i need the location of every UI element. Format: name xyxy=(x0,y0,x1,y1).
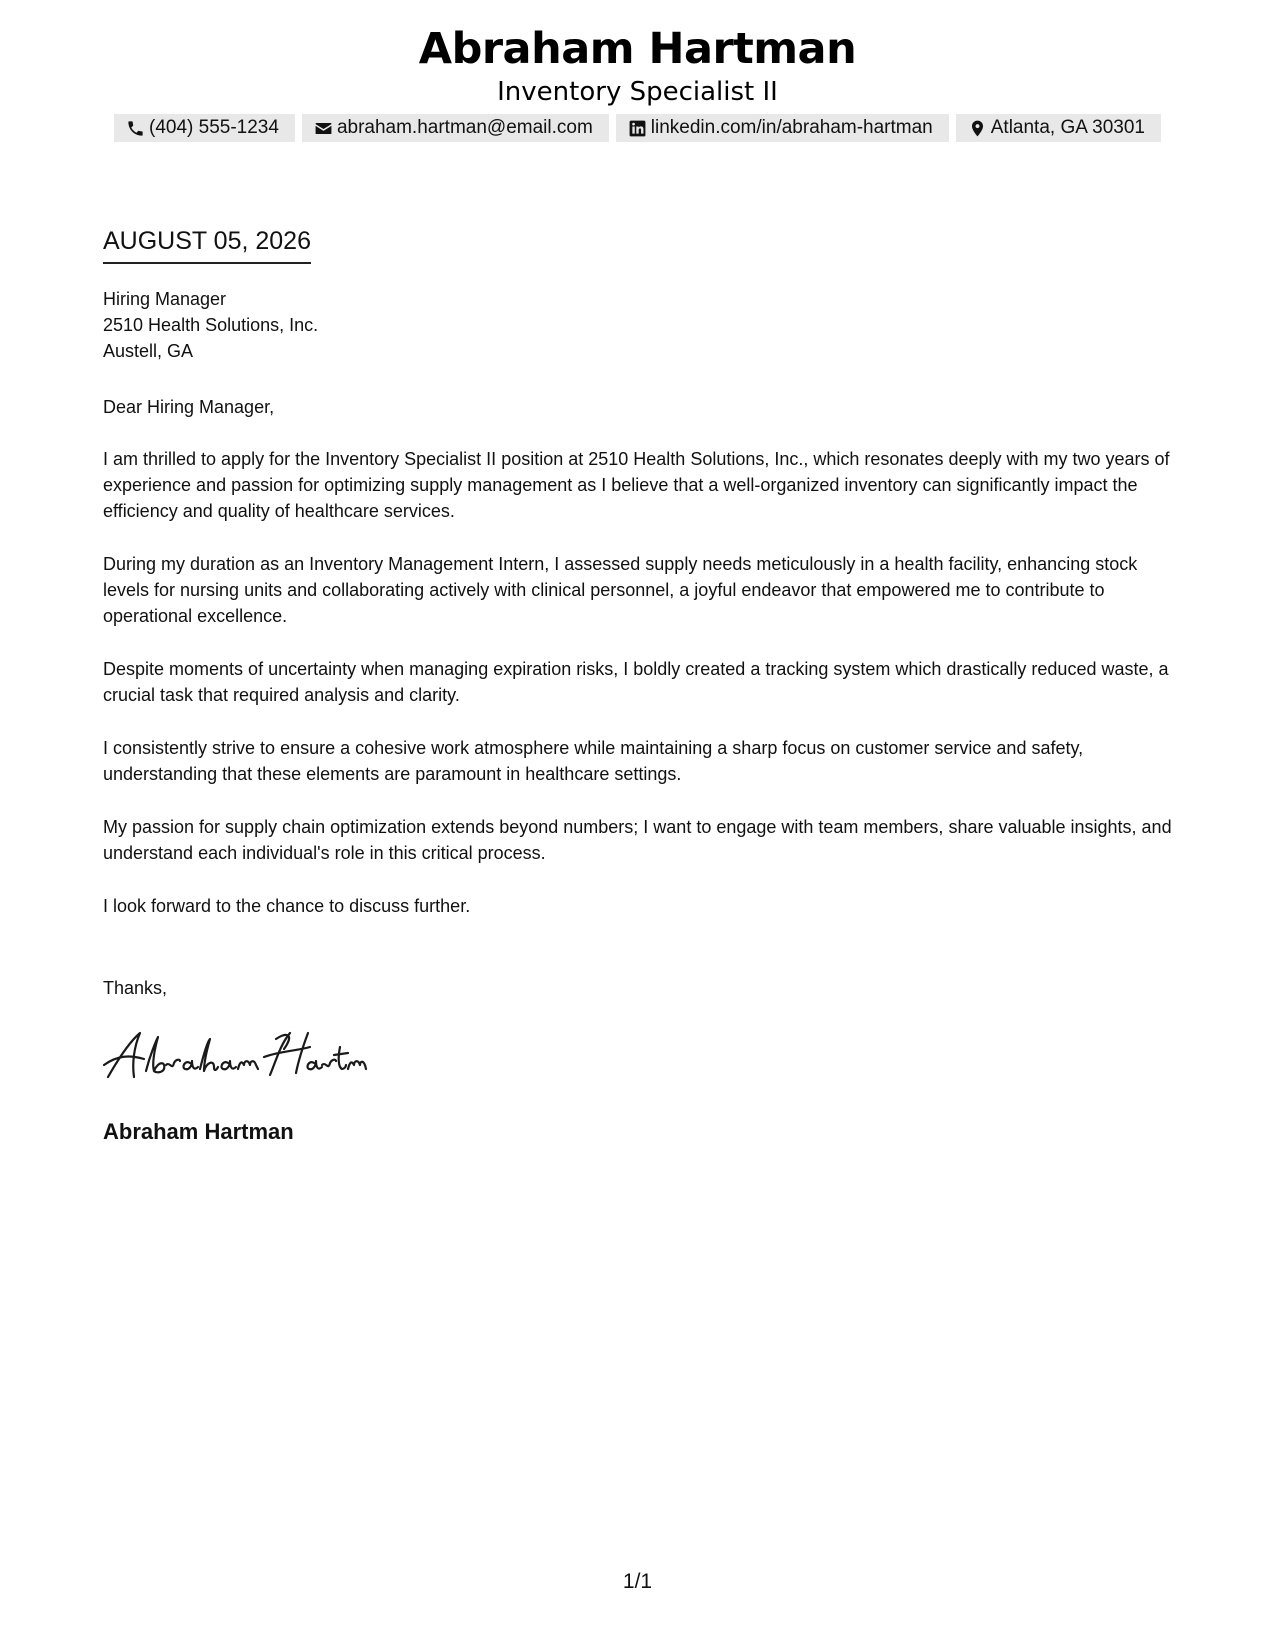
linkedin-icon xyxy=(628,119,647,138)
recipient-block xyxy=(103,286,318,364)
contact-phone-text: (404) 555-1234 xyxy=(149,117,279,138)
body-paragraph: My passion for supply chain optimization extends beyond numbers; I want to engage with team members, share valuable insights, and understand each individual's role in this critical process. xyxy=(103,817,1172,863)
contact-linkedin-text: linkedin.com/in/abraham-hartman xyxy=(650,117,933,138)
applicant-name: Abraham Hartman xyxy=(418,24,857,74)
contact-email-text: abraham.hartman@email.com xyxy=(336,117,593,138)
salutation: Dear Hiring Manager, xyxy=(103,397,275,417)
contact-phone xyxy=(114,114,295,142)
letter-body xyxy=(103,446,1178,946)
contact-location-text: Atlanta, GA 30301 xyxy=(990,117,1145,138)
letter-header xyxy=(0,22,1275,108)
body-paragraph: Despite moments of uncertainty when managing expiration risks, I boldly created a tracking system which drastically reduced waste, a crucial task that required analysis and clarity. xyxy=(103,659,1169,705)
handwritten-signature xyxy=(100,1025,370,1085)
letter-date: AUGUST 05, 2026 xyxy=(103,226,311,264)
contact-location xyxy=(956,114,1161,142)
contact-bar xyxy=(0,114,1275,142)
recipient-company: 2510 Health Solutions, Inc. xyxy=(103,315,319,335)
signer-name: Abraham Hartman xyxy=(103,1119,294,1144)
body-paragraph: I consistently strive to ensure a cohesive work atmosphere while maintaining a sharp focus on customer service and safety, understanding that these elements are paramount in healthcare settings. xyxy=(103,738,1084,784)
recipient-title: Hiring Manager xyxy=(103,289,227,309)
body-paragraph: I am thrilled to apply for the Inventory Specialist II position at 2510 Health Solutions, Inc., which resonates deeply with my two years of experience and passion for optimizing supply management as I believe that a well-organized inventory can significantly impact the efficiency and quality of healthcare services. xyxy=(103,449,1170,521)
applicant-role: Inventory Specialist II xyxy=(497,77,778,107)
closing: Thanks, xyxy=(103,978,168,998)
page-number: 1/1 xyxy=(622,1570,653,1593)
contact-linkedin xyxy=(616,114,949,142)
body-paragraph: During my duration as an Inventory Management Intern, I assessed supply needs meticulously in a health facility, enhancing stock levels for nursing units and collaborating actively with clinical personnel, a joyful endeavor that empowered me to contribute to operational excellence. xyxy=(103,554,1138,626)
body-paragraph: I look forward to the chance to discuss further. xyxy=(103,896,471,916)
phone-icon xyxy=(126,119,145,138)
recipient-location: Austell, GA xyxy=(103,341,194,361)
contact-email xyxy=(302,114,609,142)
envelope-icon xyxy=(314,119,333,138)
map-pin-icon xyxy=(968,119,987,138)
